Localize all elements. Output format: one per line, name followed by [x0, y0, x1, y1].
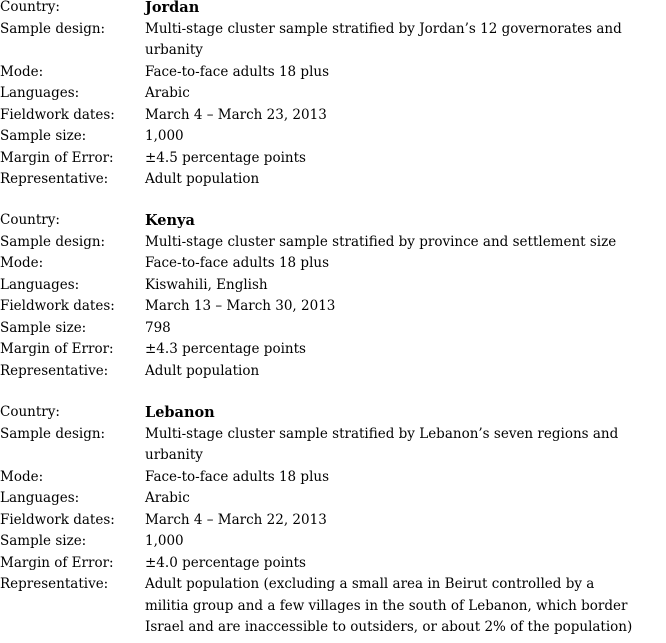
country-label: Country: — [0, 212, 60, 228]
representative-value: Adult population — [145, 362, 260, 379]
sample-design-row — [0, 424, 666, 467]
fieldwork-dates-row — [0, 105, 666, 127]
languages-label: Languages: — [0, 490, 80, 506]
representative-row — [0, 169, 666, 191]
margin-of-error-value: ±4.3 percentage points — [145, 341, 306, 357]
country-section-kenya — [0, 210, 666, 382]
sample-size-label: Sample size: — [0, 128, 87, 144]
country-label: Country: — [0, 0, 60, 15]
languages-row — [0, 275, 666, 297]
mode-label: Mode: — [0, 63, 44, 80]
languages-label: Languages: — [0, 276, 80, 293]
mode-value: Face-to-face adults 18 plus — [145, 63, 330, 80]
mode-value: Face-to-face adults 18 plus — [145, 468, 330, 485]
mode-label: Mode: — [0, 255, 44, 271]
sample-size-value: 798 — [145, 319, 171, 336]
country-value: Lebanon — [145, 404, 215, 421]
representative-value: Adult population — [145, 171, 260, 187]
languages-value: Kiswahili, English — [145, 276, 268, 293]
country-section-lebanon — [0, 402, 666, 639]
sample-size-value: 1,000 — [145, 533, 184, 549]
margin-of-error-value: ±4.5 percentage points — [145, 149, 306, 166]
languages-row — [0, 488, 666, 510]
mode-row — [0, 467, 666, 489]
sample-design-label: Sample design: — [0, 425, 106, 442]
fieldwork-dates-value: March 4 – March 22, 2013 — [145, 511, 327, 528]
sample-design-label: Sample design: — [0, 20, 106, 37]
languages-label: Languages: — [0, 85, 80, 101]
mode-label: Mode: — [0, 468, 44, 485]
country-label: Country: — [0, 404, 60, 420]
sample-design-value: Multi-stage cluster sample stratified by Jordan’s 12 governorates and urbanity — [145, 20, 622, 58]
fieldwork-dates-label: Fieldwork dates: — [0, 511, 115, 528]
country-value: Kenya — [145, 212, 195, 229]
mode-value: Face-to-face adults 18 plus — [145, 255, 330, 271]
sample-design-value: Multi-stage cluster sample stratified by Lebanon’s seven regions and urbanity — [145, 425, 619, 463]
sample-size-row — [0, 531, 666, 553]
margin-of-error-label: Margin of Error: — [0, 554, 114, 571]
sample-size-row — [0, 126, 666, 148]
margin-of-error-row — [0, 339, 666, 361]
country-row — [0, 210, 666, 232]
country-row — [0, 402, 666, 424]
margin-of-error-value: ±4.0 percentage points — [145, 554, 306, 571]
sample-design-value: Multi-stage cluster sample stratified by province and settlement size — [145, 233, 617, 250]
sample-size-label: Sample size: — [0, 533, 87, 549]
sample-design-row — [0, 19, 666, 62]
representative-value: Adult population (excluding a small area in Beirut controlled by a militia group and a few villages in the south of Lebanon, which border Israel and are inaccessible to outsiders, or about 2% of the population) — [145, 576, 633, 635]
sample-design-label: Sample design: — [0, 233, 106, 250]
mode-row — [0, 62, 666, 84]
sample-size-label: Sample size: — [0, 319, 87, 336]
mode-row — [0, 253, 666, 275]
country-value: Jordan — [145, 0, 200, 16]
margin-of-error-label: Margin of Error: — [0, 149, 114, 166]
sample-size-row — [0, 318, 666, 340]
fieldwork-dates-value: March 4 – March 23, 2013 — [145, 106, 327, 123]
languages-row — [0, 83, 666, 105]
fieldwork-dates-row — [0, 296, 666, 318]
representative-label: Representative: — [0, 576, 109, 592]
sample-size-value: 1,000 — [145, 128, 184, 144]
representative-row — [0, 574, 666, 639]
country-row — [0, 0, 666, 19]
country-section-jordan — [0, 0, 666, 191]
sample-design-row — [0, 232, 666, 254]
margin-of-error-row — [0, 148, 666, 170]
representative-label: Representative: — [0, 171, 109, 187]
fieldwork-dates-row — [0, 510, 666, 532]
fieldwork-dates-label: Fieldwork dates: — [0, 106, 115, 123]
fieldwork-dates-label: Fieldwork dates: — [0, 298, 115, 314]
representative-label: Representative: — [0, 362, 109, 379]
margin-of-error-label: Margin of Error: — [0, 341, 114, 357]
languages-value: Arabic — [145, 85, 190, 101]
margin-of-error-row — [0, 553, 666, 575]
fieldwork-dates-value: March 13 – March 30, 2013 — [145, 298, 336, 314]
languages-value: Arabic — [145, 490, 190, 506]
representative-row — [0, 361, 666, 383]
